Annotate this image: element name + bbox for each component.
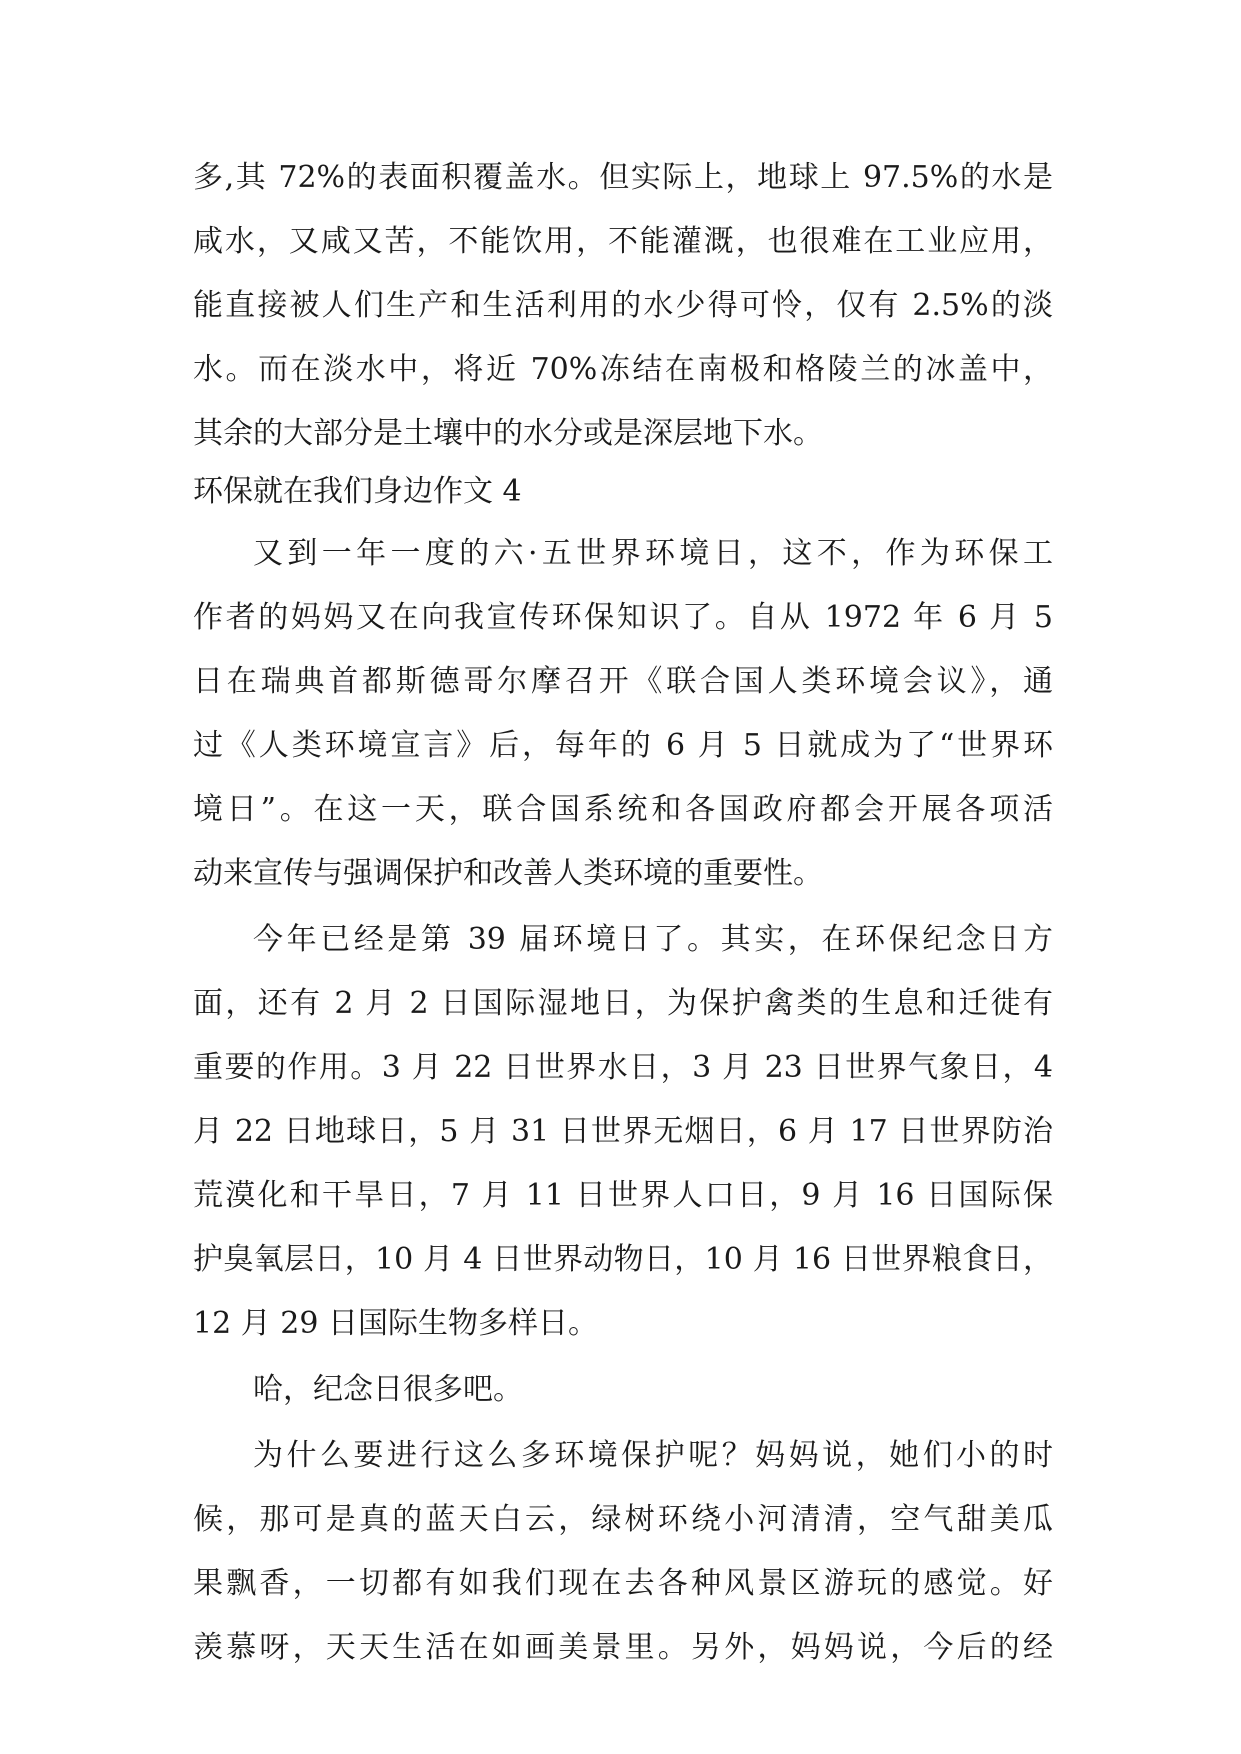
text-line: 能直接被人们生产和生活利用的水少得可怜，仅有 2.5%的淡 — [193, 288, 1053, 323]
text-line: 护臭氧层日，10 月 4 日世界动物日，10 月 16 日世界粮食日， — [193, 1242, 1053, 1277]
text-line: 今年已经是第 39 届环境日了。其实，在环保纪念日方 — [253, 922, 1053, 957]
text-line: 动来宣传与强调保护和改善人类环境的重要性。 — [193, 856, 823, 891]
text-line: 日在瑞典首都斯德哥尔摩召开《联合国人类环境会议》，通 — [193, 664, 1053, 699]
text-line: 果飘香，一切都有如我们现在去各种风景区游玩的感觉。好 — [193, 1566, 1053, 1601]
text-line: 羡慕呀，天天生活在如画美景里。另外，妈妈说，今后的经 — [193, 1630, 1053, 1665]
text-line: 候，那可是真的蓝天白云，绿树环绕小河清清，空气甜美瓜 — [193, 1502, 1053, 1537]
text-line: 重要的作用。3 月 22 日世界水日，3 月 23 日世界气象日，4 — [193, 1050, 1053, 1085]
text-line: 水。而在淡水中，将近 70%冻结在南极和格陵兰的冰盖中， — [193, 352, 1053, 387]
text-line: 12 月 29 日国际生物多样日。 — [193, 1306, 598, 1341]
text-line: 作者的妈妈又在向我宣传环保知识了。自从 1972 年 6 月 5 — [193, 600, 1053, 635]
text-line: 又到一年一度的六·五世界环境日，这不，作为环保工 — [253, 536, 1053, 571]
text-line: 多,其 72%的表面积覆盖水。但实际上，地球上 97.5%的水是 — [193, 160, 1053, 195]
text-line: 为什么要进行这么多环境保护呢？妈妈说，她们小的时 — [253, 1438, 1053, 1473]
text-line: 境日”。在这一天，联合国系统和各国政府都会开展各项活 — [193, 792, 1053, 827]
text-line: 月 22 日地球日，5 月 31 日世界无烟日，6 月 17 日世界防治 — [193, 1114, 1053, 1149]
text-line: 咸水，又咸又苦，不能饮用，不能灌溉，也很难在工业应用， — [193, 224, 1053, 259]
text-line: 哈，纪念日很多吧。 — [253, 1372, 523, 1407]
text-line: 其余的大部分是土壤中的水分或是深层地下水。 — [193, 416, 823, 451]
text-line: 面，还有 2 月 2 日国际湿地日，为保护禽类的生息和迁徙有 — [193, 986, 1053, 1021]
text-line: 过《人类环境宣言》后，每年的 6 月 5 日就成为了“世界环 — [193, 728, 1053, 763]
text-line: 荒漠化和干旱日，7 月 11 日世界人口日，9 月 16 日国际保 — [193, 1178, 1053, 1213]
section-heading: 环保就在我们身边作文 4 — [193, 474, 522, 509]
